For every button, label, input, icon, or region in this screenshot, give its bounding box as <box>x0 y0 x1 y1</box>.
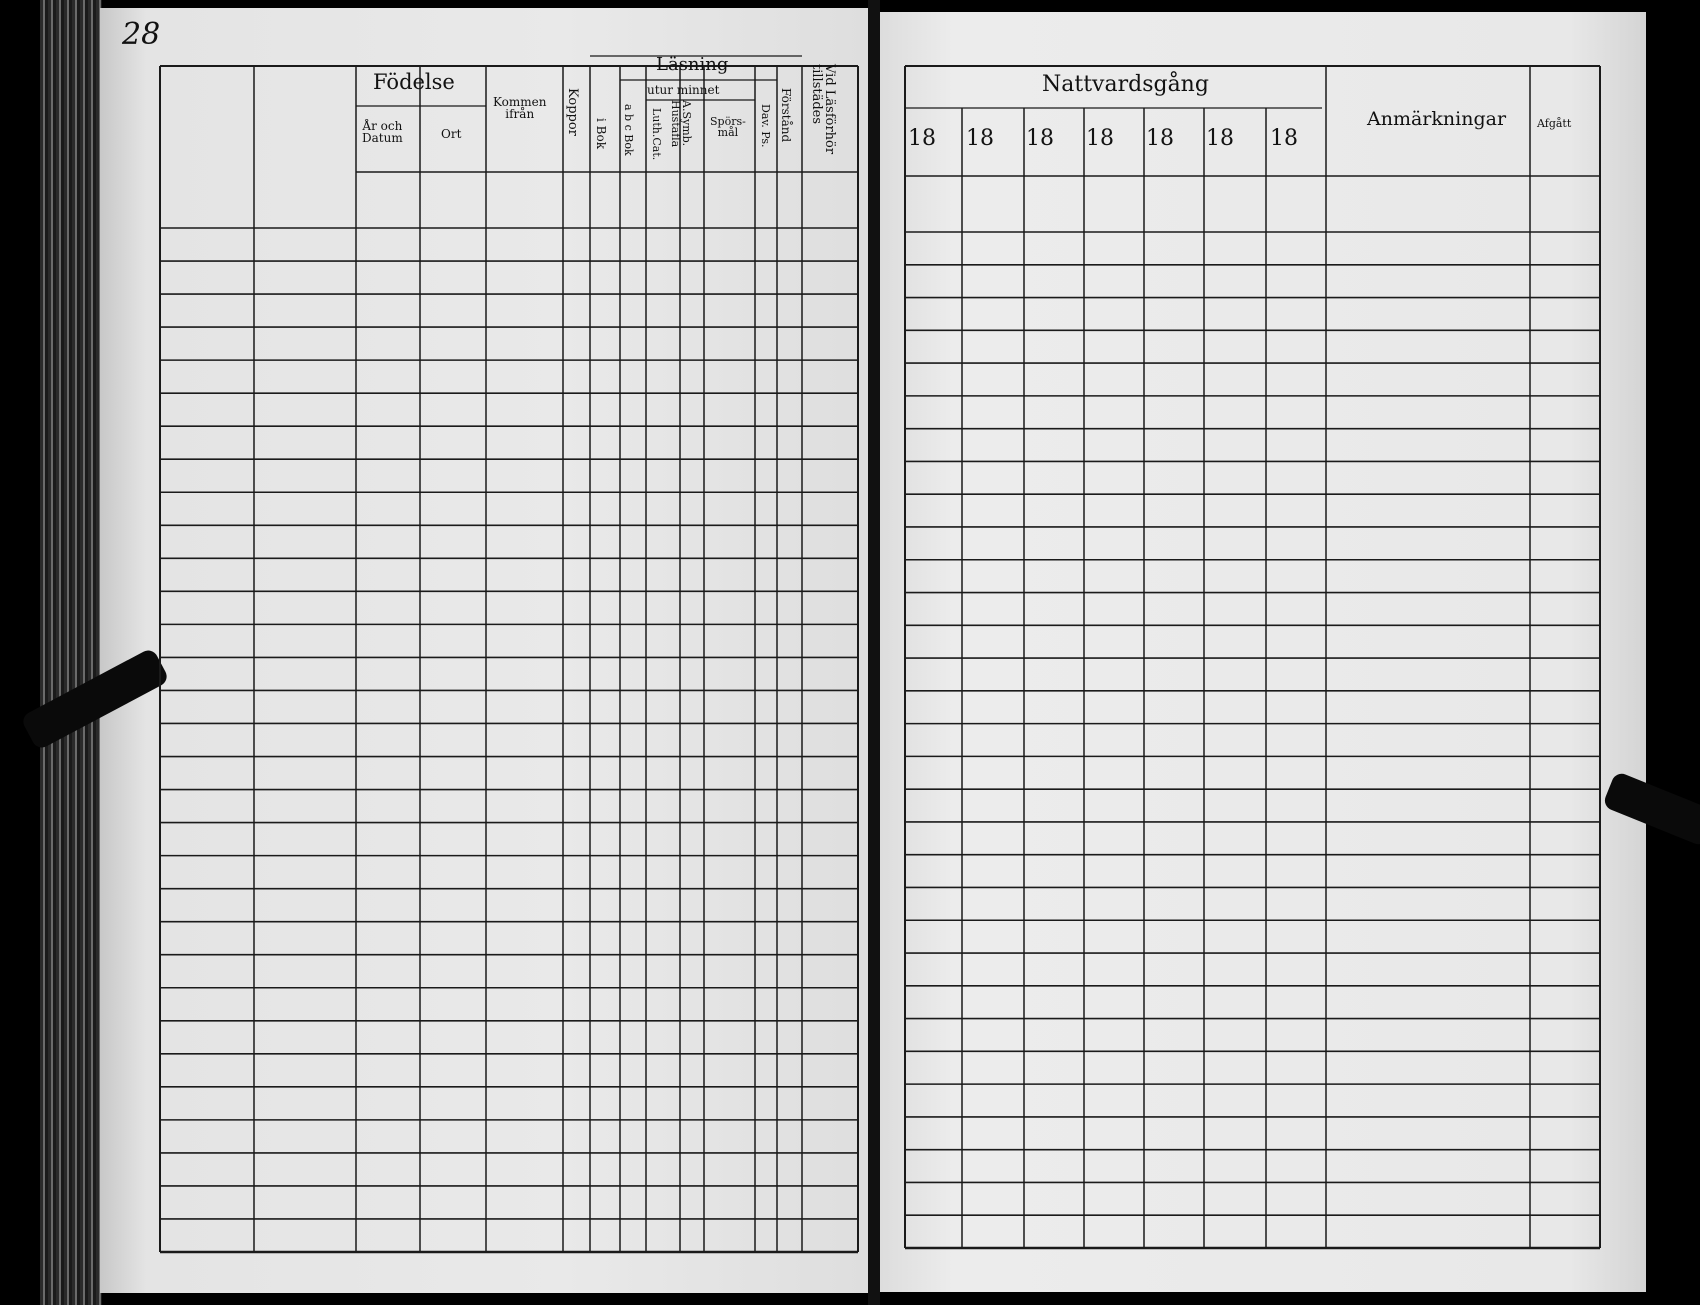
year-prefix-7: 18 <box>1270 126 1298 151</box>
year-prefix-6: 18 <box>1206 126 1234 151</box>
header-sporsmal: Spörs- mål <box>710 115 746 139</box>
year-prefix-5: 18 <box>1146 126 1174 151</box>
header-utur-minnet: utur minnet <box>647 83 720 97</box>
header-dav-ps: Dav. Ps. <box>759 104 772 148</box>
header-a-symb-hustafla: A.Symb. Hustafla <box>669 100 693 148</box>
header-i-bok: i Bok <box>594 118 608 149</box>
header-kommen-ifran: Kommen ifrån <box>493 95 547 121</box>
header-a-b-c-bok: a b c Bok <box>622 104 635 156</box>
header-lasning: Läsning <box>656 54 729 75</box>
year-prefix-1: 18 <box>908 126 936 151</box>
header-luth-cat: Luth.Cat. <box>650 108 663 161</box>
page-number: 28 <box>122 17 161 52</box>
year-prefix-3: 18 <box>1026 126 1054 151</box>
header-ar-och-datum: År och Datum <box>362 119 403 145</box>
header-anmarkningar: Anmärkningar <box>1367 108 1507 130</box>
year-prefix-4: 18 <box>1086 126 1114 151</box>
header-fodelse: Födelse <box>373 70 455 94</box>
header-vid-lasforhor: Vid Läsförhör tillstädes <box>809 64 837 155</box>
header-koppor: Koppor <box>565 88 580 136</box>
header-nattvardsgang: Nattvardsgång <box>1042 72 1209 97</box>
header-forstand: Förstånd <box>779 88 793 143</box>
header-afgatt: Afgått <box>1537 117 1572 130</box>
year-prefix-2: 18 <box>966 126 994 151</box>
header-ort: Ort <box>441 127 462 141</box>
